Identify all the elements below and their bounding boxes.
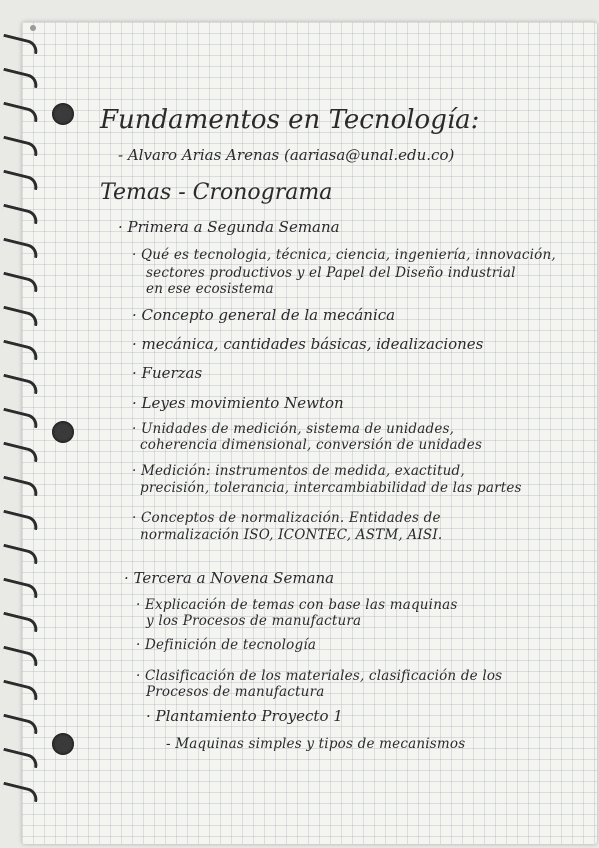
week-heading-2: · Tercera a Novena Semana (124, 569, 335, 587)
list-item: · Explicación de temas con base las maquinas (136, 597, 458, 613)
spiral-binding (0, 20, 40, 830)
page-dot (30, 25, 36, 31)
list-item: · Concepto general de la mecánica (132, 306, 396, 324)
list-item: · Medición: instrumentos de medida, exactitud, (132, 463, 465, 479)
list-item: · mecánica, cantidades básicas, idealizaciones (132, 335, 484, 353)
list-item-continuation: precisión, tolerancia, intercambiabilidad de las partes (140, 480, 522, 496)
week-heading-1: · Primera a Segunda Semana (118, 218, 340, 236)
list-item-continuation: normalización ISO, ICONTEC, ASTM, AISI. (140, 527, 443, 543)
page-title: Fundamentos en Tecnología: (100, 105, 480, 135)
punch-hole-middle (52, 421, 74, 443)
list-item: · Clasificación de los materiales, clasificación de los (136, 668, 503, 684)
list-item: · Fuerzas (132, 364, 203, 382)
list-item: · Unidades de medición, sistema de unidades, (132, 421, 455, 437)
list-item: · Qué es tecnologia, técnica, ciencia, ingeniería, innovación, (132, 247, 556, 263)
list-item: · Leyes movimiento Newton (132, 394, 344, 412)
list-item-continuation: y los Procesos de manufactura (146, 613, 362, 629)
list-item: · Definición de tecnología (136, 637, 317, 653)
list-item-continuation: coherencia dimensional, conversión de unidades (140, 437, 483, 453)
list-item-continuation: sectores productivos y el Papel del Diseño industrial (146, 265, 516, 281)
list-item: - Maquinas simples y tipos de mecanismos (166, 736, 466, 752)
list-item: · Conceptos de normalización. Entidades de (132, 510, 441, 526)
list-item: · Plantamiento Proyecto 1 (146, 707, 343, 725)
author-line: - Alvaro Arias Arenas (aariasa@unal.edu.co) (118, 146, 455, 164)
section-heading: Temas - Cronograma (100, 180, 333, 205)
list-item-continuation: en ese ecosistema (146, 281, 274, 297)
punch-hole-bottom (52, 733, 74, 755)
list-item-continuation: Procesos de manufactura (146, 684, 325, 700)
punch-hole-top (52, 103, 74, 125)
